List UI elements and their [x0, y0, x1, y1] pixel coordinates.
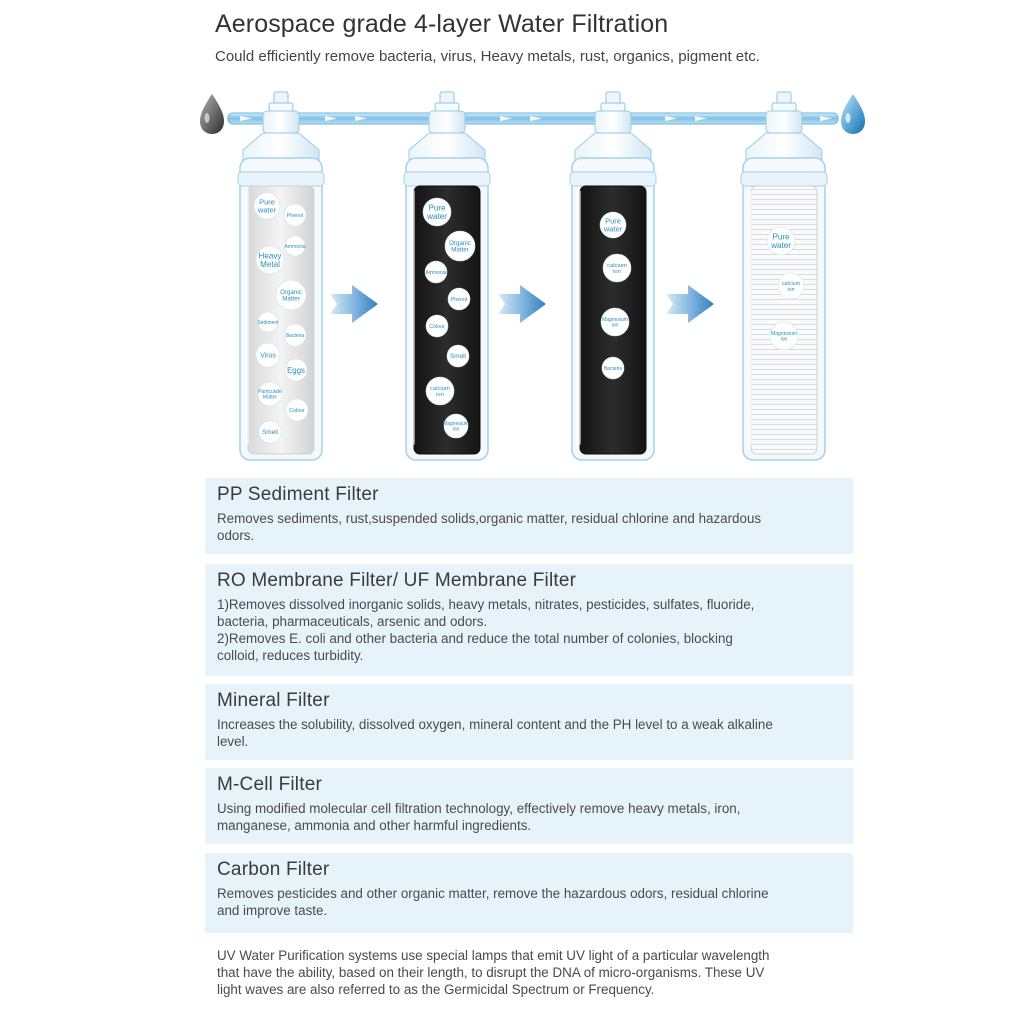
section-heading: RO Membrane Filter/ UF Membrane Filter: [217, 570, 577, 591]
section-text: [217, 510, 841, 544]
section-ro-uf-membrane: [205, 564, 853, 676]
section-carbon: [205, 853, 853, 933]
filter-ring: [570, 172, 656, 186]
pipe-connector: [440, 92, 454, 104]
contaminant-bubble: [600, 212, 626, 238]
pipe-connector: [274, 92, 288, 104]
bubble-label: Magnesium: [602, 317, 628, 323]
filter-cap: [575, 133, 651, 160]
contaminant-bubble: [284, 204, 306, 226]
bubble-label: ion: [452, 426, 460, 433]
stage-arrow-2: [498, 285, 546, 323]
bubble-label: ion: [613, 269, 621, 276]
section-mineral: [205, 684, 853, 760]
bubble-label: Matter: [262, 394, 278, 401]
section-line: Increases the solubility, dissolved oxygen, mineral content and the PH level to a weak alkaline: [217, 717, 773, 732]
bubble-label: Phenol: [450, 296, 468, 303]
bubble-label: water: [771, 241, 791, 251]
filter-cartridge-3: [570, 92, 656, 460]
contaminant-bubble: [448, 288, 470, 310]
filter-cap: [409, 133, 485, 160]
section-heading: Mineral Filter: [217, 690, 330, 711]
filter-neck: [263, 111, 299, 133]
housing-sheen: [576, 190, 581, 445]
filtration-diagram: [0, 0, 1022, 470]
bubble-label: Eggs: [287, 365, 305, 375]
section-heading: Carbon Filter: [217, 859, 330, 880]
bubble-label: Pure: [428, 203, 446, 213]
bubble-label: ion: [787, 286, 795, 293]
bubble-label: Matter: [282, 295, 300, 303]
section-heading: PP Sediment Filter: [217, 484, 379, 505]
contaminant-bubble: [603, 254, 631, 282]
section-heading: M-Cell Filter: [217, 774, 322, 795]
contaminant-bubble: [276, 280, 306, 310]
section-text: [217, 885, 841, 919]
housing-sheen: [410, 190, 415, 445]
pipe-connector: [777, 92, 791, 104]
bubble-label: ion: [611, 322, 619, 329]
contaminant-bubble: [423, 198, 451, 226]
contaminant-bubble: [778, 273, 804, 299]
filter-cartridge-1: [238, 92, 324, 460]
filter-element: [751, 186, 817, 454]
housing-sheen: [244, 190, 249, 445]
section-line: colloid, reduces turbidity.: [217, 648, 364, 663]
bubble-label: Organic: [449, 239, 471, 247]
contaminant-bubble: [425, 261, 447, 283]
bubble-label: water: [257, 205, 277, 215]
bubble-label: water: [427, 212, 447, 222]
contaminant-bubble: [284, 324, 306, 346]
filter-cartridge-4: [741, 92, 827, 460]
section-line: Removes sediments, rust,suspended solids,organic matter, residual chlorine and hazardous: [217, 511, 762, 526]
bubble-label: ion: [780, 336, 788, 343]
bubble-label: Pure: [259, 197, 275, 207]
contaminant-bubble: [285, 359, 307, 381]
stage-arrow-1: [330, 285, 378, 323]
bubble-label: Smell: [262, 429, 278, 437]
footer-line: that have the ability, based on their length, to disrupt the DNA of micro-organisms. These UV: [217, 965, 765, 980]
bubble-label: calcium: [430, 385, 450, 392]
filter-cap: [746, 133, 822, 160]
footer-line: light waves are also referred to as the Germicidal Spectrum or Frequency.: [217, 982, 655, 997]
section-text: [217, 800, 841, 834]
section-line: bacteria, pharmaceuticals, arsenic and odors.: [217, 614, 488, 629]
bubble-label: ion: [436, 392, 444, 399]
bubble-label: Metal: [260, 260, 280, 270]
footer-line: UV Water Purification systems use special lamps that emit UV light of a particular wavelength: [217, 948, 770, 963]
section-line: 1)Removes dissolved inorganic solids, heavy metals, nitrates, pesticides, sulfates, fluoride,: [217, 597, 755, 612]
clean-water-drop-icon: [841, 94, 865, 134]
bubble-label: Colour: [429, 323, 445, 330]
filter-cartridges: [238, 92, 827, 460]
filter-neck: [766, 111, 802, 133]
bubble-label: Phenol: [286, 212, 304, 219]
bubble-label: water: [603, 224, 623, 234]
filter-ring: [741, 172, 827, 186]
contaminant-bubble: [259, 421, 281, 443]
pipe-connector-nut: [435, 103, 459, 111]
section-line: level.: [217, 734, 249, 749]
contaminant-bubble: [256, 343, 280, 367]
filter-cartridge-2: [404, 92, 490, 460]
contaminant-bubble: [601, 308, 629, 336]
bubble-label: Ammonia: [284, 243, 306, 250]
bubble-label: Particulate: [258, 389, 282, 395]
filter-element: [414, 186, 480, 454]
section-pp-sediment: [205, 478, 853, 554]
filter-ring: [404, 172, 490, 186]
section-line: odors.: [217, 528, 255, 543]
contaminant-bubble: [445, 231, 475, 261]
bubble-label: Pure: [772, 232, 790, 242]
contaminant-bubble: [426, 377, 454, 405]
bubble-label: Bacteria: [603, 365, 623, 372]
pipe-connector-nut: [772, 103, 796, 111]
pipe-connector-nut: [601, 103, 625, 111]
pipe-connector-nut: [269, 103, 293, 111]
bubble-label: Bacteria: [285, 332, 305, 339]
bubble-label: calcium: [607, 262, 627, 269]
page-title: Aerospace grade 4-layer Water Filtration: [215, 10, 669, 38]
stage-arrow-3: [666, 285, 714, 323]
bubble-label: Magnesium: [771, 331, 797, 337]
contaminant-bubble: [770, 322, 798, 350]
contaminant-bubble: [426, 315, 448, 337]
section-m-cell: [205, 768, 853, 844]
page-subtitle: Could efficiently remove bacteria, virus, Heavy metals, rust, organics, pigment etc.: [215, 48, 760, 65]
contaminant-bubble: [447, 345, 469, 367]
section-line: Removes pesticides and other organic matter, remove the hazardous odors, residual chlorine: [217, 886, 769, 901]
filter-ring: [238, 172, 324, 186]
contaminant-bubble: [602, 357, 624, 379]
bubble-label: Heavy: [258, 251, 282, 261]
bubble-label: Smell: [450, 353, 466, 361]
uv-footer-note: [217, 947, 847, 998]
contaminant-bubble: [256, 246, 284, 274]
section-line: manganese, ammonia and other harmful ingredients.: [217, 818, 532, 833]
contaminant-bubble: [254, 193, 280, 219]
section-text: [217, 596, 841, 664]
filter-neck: [595, 111, 631, 133]
bubble-label: Pure: [605, 216, 621, 226]
bubble-label: Matter: [451, 246, 469, 254]
section-line: and improve taste.: [217, 903, 328, 918]
contaminant-bubble: [767, 227, 795, 255]
section-line: 2)Removes E. coli and other bacteria and reduce the total number of colonies, blocking: [217, 631, 733, 646]
bubble-label: Magnesium: [443, 421, 469, 427]
contaminant-bubble: [258, 382, 282, 406]
housing-sheen: [747, 190, 752, 445]
bubble-label: Virus: [260, 352, 276, 360]
bubble-label: Organic: [280, 288, 302, 296]
bubble-label: Sediment: [257, 319, 279, 326]
dirty-water-drop-icon: [200, 94, 224, 134]
contaminant-bubble: [286, 399, 308, 421]
section-text: [217, 716, 841, 750]
bubble-label: calcium: [781, 280, 801, 287]
pipe-connector: [606, 92, 620, 104]
filter-cap: [243, 133, 319, 160]
bubble-label: Colour: [289, 407, 305, 414]
filter-neck: [429, 111, 465, 133]
bubble-label: Ammonia: [425, 269, 447, 276]
section-line: Using modified molecular cell filtration technology, effectively remove heavy metals, iron,: [217, 801, 741, 816]
